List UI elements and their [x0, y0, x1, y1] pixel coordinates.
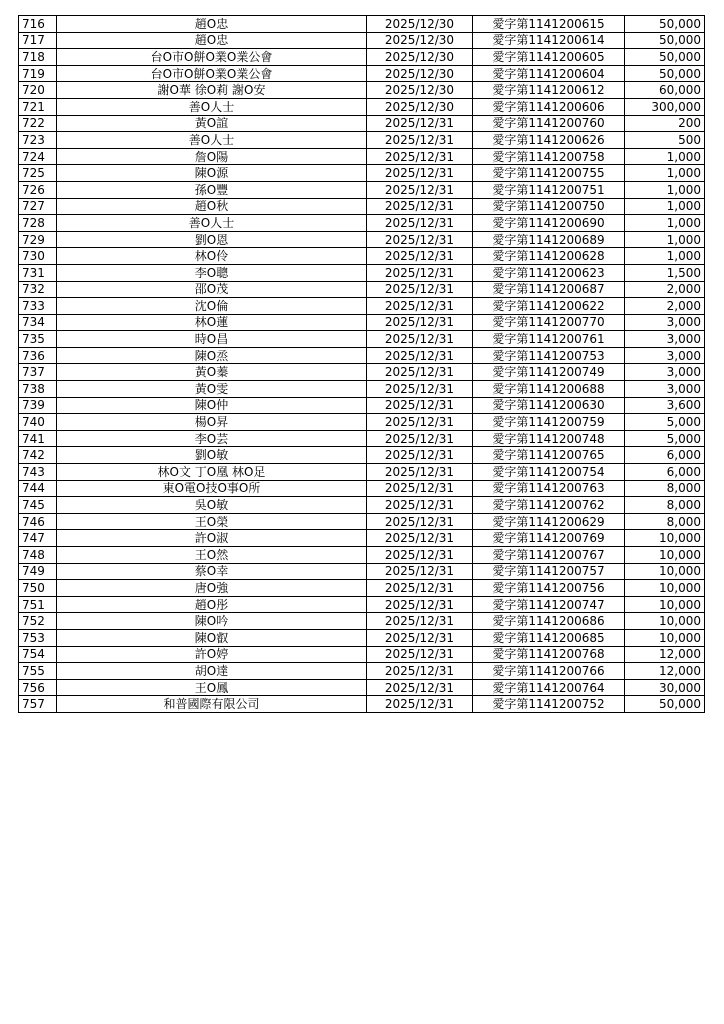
table-row — [19, 16, 705, 33]
table-row — [19, 696, 705, 713]
receipt-number: 愛字第1141200747 — [473, 596, 625, 613]
donor-name: 陳O叡 — [57, 629, 367, 646]
table-row — [19, 132, 705, 149]
table-row — [19, 364, 705, 381]
donor-name: 善O人士 — [57, 215, 367, 232]
donor-name: 劉O敏 — [57, 447, 367, 464]
receipt-number: 愛字第1141200765 — [473, 447, 625, 464]
donation-date: 2025/12/31 — [367, 132, 473, 149]
table-row — [19, 82, 705, 99]
receipt-number: 愛字第1141200748 — [473, 430, 625, 447]
donation-date: 2025/12/31 — [367, 165, 473, 182]
receipt-number: 愛字第1141200763 — [473, 480, 625, 497]
table-row — [19, 198, 705, 215]
donation-amount: 3,000 — [625, 347, 705, 364]
donor-name: 許O淑 — [57, 530, 367, 547]
row-number: 745 — [19, 497, 57, 514]
row-number: 736 — [19, 347, 57, 364]
receipt-number: 愛字第1141200754 — [473, 464, 625, 481]
donation-date: 2025/12/31 — [367, 215, 473, 232]
row-number: 722 — [19, 115, 57, 132]
row-number: 717 — [19, 32, 57, 49]
donor-name: 楊O昇 — [57, 414, 367, 431]
receipt-number: 愛字第1141200628 — [473, 248, 625, 265]
row-number: 731 — [19, 264, 57, 281]
receipt-number: 愛字第1141200615 — [473, 16, 625, 33]
row-number: 720 — [19, 82, 57, 99]
table-row — [19, 563, 705, 580]
donation-date: 2025/12/31 — [367, 679, 473, 696]
donation-date: 2025/12/31 — [367, 314, 473, 331]
donation-amount: 8,000 — [625, 497, 705, 514]
row-number: 753 — [19, 629, 57, 646]
donation-amount: 5,000 — [625, 430, 705, 447]
row-number: 740 — [19, 414, 57, 431]
table-row — [19, 32, 705, 49]
receipt-number: 愛字第1141200752 — [473, 696, 625, 713]
donor-name: 趙O忠 — [57, 16, 367, 33]
donation-amount: 5,000 — [625, 414, 705, 431]
receipt-number: 愛字第1141200753 — [473, 347, 625, 364]
row-number: 757 — [19, 696, 57, 713]
donation-date: 2025/12/31 — [367, 629, 473, 646]
donor-name: 東O電O技O事O所 — [57, 480, 367, 497]
row-number: 719 — [19, 65, 57, 82]
donation-date: 2025/12/31 — [367, 414, 473, 431]
receipt-number: 愛字第1141200614 — [473, 32, 625, 49]
donor-name: 李O聰 — [57, 264, 367, 281]
row-number: 744 — [19, 480, 57, 497]
receipt-number: 愛字第1141200686 — [473, 613, 625, 630]
donor-name: 蔡O幸 — [57, 563, 367, 580]
donor-name: 謝O華 徐O莉 謝O安 — [57, 82, 367, 99]
row-number: 737 — [19, 364, 57, 381]
table-row — [19, 281, 705, 298]
table-row — [19, 115, 705, 132]
donation-amount: 6,000 — [625, 447, 705, 464]
donation-amount: 12,000 — [625, 663, 705, 680]
receipt-number: 愛字第1141200751 — [473, 181, 625, 198]
donation-amount: 50,000 — [625, 16, 705, 33]
receipt-number: 愛字第1141200769 — [473, 530, 625, 547]
donor-name: 台O市O餅O業O業公會 — [57, 49, 367, 66]
receipt-number: 愛字第1141200687 — [473, 281, 625, 298]
donation-amount: 300,000 — [625, 98, 705, 115]
donation-amount: 10,000 — [625, 613, 705, 630]
donation-date: 2025/12/31 — [367, 331, 473, 348]
donation-date: 2025/12/31 — [367, 248, 473, 265]
donation-date: 2025/12/30 — [367, 65, 473, 82]
receipt-number: 愛字第1141200756 — [473, 580, 625, 597]
donation-amount: 2,000 — [625, 298, 705, 315]
row-number: 728 — [19, 215, 57, 232]
donor-name: 李O芸 — [57, 430, 367, 447]
receipt-number: 愛字第1141200690 — [473, 215, 625, 232]
table-row — [19, 646, 705, 663]
donor-name: 陳O源 — [57, 165, 367, 182]
row-number: 726 — [19, 181, 57, 198]
donation-date: 2025/12/31 — [367, 430, 473, 447]
table-row — [19, 613, 705, 630]
donation-date: 2025/12/31 — [367, 580, 473, 597]
donation-date: 2025/12/31 — [367, 231, 473, 248]
receipt-number: 愛字第1141200761 — [473, 331, 625, 348]
donor-name: 善O人士 — [57, 132, 367, 149]
donation-date: 2025/12/31 — [367, 198, 473, 215]
row-number: 747 — [19, 530, 57, 547]
receipt-number: 愛字第1141200626 — [473, 132, 625, 149]
donation-amount: 10,000 — [625, 596, 705, 613]
donor-name: 趙O秋 — [57, 198, 367, 215]
table-row — [19, 148, 705, 165]
donation-amount: 1,000 — [625, 198, 705, 215]
donation-amount: 500 — [625, 132, 705, 149]
donation-date: 2025/12/31 — [367, 381, 473, 398]
receipt-number: 愛字第1141200757 — [473, 563, 625, 580]
row-number: 735 — [19, 331, 57, 348]
donor-name: 黃O蓁 — [57, 364, 367, 381]
donor-name: 孫O豐 — [57, 181, 367, 198]
receipt-number: 愛字第1141200606 — [473, 98, 625, 115]
row-number: 743 — [19, 464, 57, 481]
donor-name: 吳O敏 — [57, 497, 367, 514]
row-number: 746 — [19, 513, 57, 530]
donation-amount: 3,000 — [625, 314, 705, 331]
table-row — [19, 298, 705, 315]
donation-amount: 60,000 — [625, 82, 705, 99]
donation-date: 2025/12/31 — [367, 547, 473, 564]
receipt-number: 愛字第1141200749 — [473, 364, 625, 381]
table-row — [19, 480, 705, 497]
table-row — [19, 547, 705, 564]
donation-amount: 50,000 — [625, 49, 705, 66]
donation-date: 2025/12/31 — [367, 464, 473, 481]
donation-amount: 2,000 — [625, 281, 705, 298]
donor-name: 黃O誼 — [57, 115, 367, 132]
table-row — [19, 231, 705, 248]
receipt-number: 愛字第1141200604 — [473, 65, 625, 82]
row-number: 751 — [19, 596, 57, 613]
receipt-number: 愛字第1141200688 — [473, 381, 625, 398]
donor-name: 台O市O餅O業O業公會 — [57, 65, 367, 82]
table-row — [19, 65, 705, 82]
donation-date: 2025/12/30 — [367, 16, 473, 33]
donation-amount: 1,000 — [625, 165, 705, 182]
donation-date: 2025/12/31 — [367, 447, 473, 464]
donation-amount: 3,000 — [625, 381, 705, 398]
row-number: 755 — [19, 663, 57, 680]
donor-name: 陳O吟 — [57, 613, 367, 630]
receipt-number: 愛字第1141200629 — [473, 513, 625, 530]
donation-amount: 1,000 — [625, 181, 705, 198]
receipt-number: 愛字第1141200689 — [473, 231, 625, 248]
table-row — [19, 414, 705, 431]
receipt-number: 愛字第1141200767 — [473, 547, 625, 564]
donation-amount: 10,000 — [625, 530, 705, 547]
receipt-number: 愛字第1141200758 — [473, 148, 625, 165]
donation-date: 2025/12/30 — [367, 82, 473, 99]
table-row — [19, 679, 705, 696]
donation-amount: 10,000 — [625, 547, 705, 564]
donation-date: 2025/12/31 — [367, 281, 473, 298]
table-row — [19, 181, 705, 198]
row-number: 754 — [19, 646, 57, 663]
donation-amount: 3,600 — [625, 397, 705, 414]
row-number: 752 — [19, 613, 57, 630]
donor-name: 邵O茂 — [57, 281, 367, 298]
donation-amount: 1,000 — [625, 248, 705, 265]
donation-date: 2025/12/31 — [367, 364, 473, 381]
donor-name: 沈O倫 — [57, 298, 367, 315]
row-number: 742 — [19, 447, 57, 464]
donation-amount: 1,000 — [625, 231, 705, 248]
donation-date: 2025/12/31 — [367, 696, 473, 713]
donation-amount: 3,000 — [625, 364, 705, 381]
receipt-number: 愛字第1141200766 — [473, 663, 625, 680]
donation-amount: 8,000 — [625, 513, 705, 530]
row-number: 725 — [19, 165, 57, 182]
table-row — [19, 596, 705, 613]
donation-amount: 1,000 — [625, 215, 705, 232]
donor-name: 陳O仲 — [57, 397, 367, 414]
row-number: 723 — [19, 132, 57, 149]
donation-date: 2025/12/31 — [367, 480, 473, 497]
donation-amount: 1,000 — [625, 148, 705, 165]
row-number: 732 — [19, 281, 57, 298]
donor-name: 時O昌 — [57, 331, 367, 348]
donor-name: 林O文 丁O凰 林O足 — [57, 464, 367, 481]
donation-amount: 30,000 — [625, 679, 705, 696]
donation-date: 2025/12/31 — [367, 613, 473, 630]
donation-amount: 50,000 — [625, 32, 705, 49]
table-row — [19, 397, 705, 414]
donation-amount: 50,000 — [625, 65, 705, 82]
donation-date: 2025/12/31 — [367, 497, 473, 514]
table-row — [19, 165, 705, 182]
donation-date: 2025/12/31 — [367, 347, 473, 364]
table-row — [19, 497, 705, 514]
table-row — [19, 580, 705, 597]
table-row — [19, 98, 705, 115]
row-number: 756 — [19, 679, 57, 696]
donation-date: 2025/12/31 — [367, 115, 473, 132]
donation-amount: 10,000 — [625, 563, 705, 580]
row-number: 729 — [19, 231, 57, 248]
donor-name: 王O鳳 — [57, 679, 367, 696]
donation-amount: 6,000 — [625, 464, 705, 481]
donation-date: 2025/12/31 — [367, 181, 473, 198]
donation-amount: 8,000 — [625, 480, 705, 497]
receipt-number: 愛字第1141200623 — [473, 264, 625, 281]
donor-name: 趙O忠 — [57, 32, 367, 49]
table-row — [19, 347, 705, 364]
receipt-number: 愛字第1141200768 — [473, 646, 625, 663]
donation-date: 2025/12/31 — [367, 397, 473, 414]
donor-name: 和普國際有限公司 — [57, 696, 367, 713]
table-row — [19, 264, 705, 281]
table-row — [19, 530, 705, 547]
donation-date: 2025/12/31 — [367, 596, 473, 613]
row-number: 724 — [19, 148, 57, 165]
row-number: 739 — [19, 397, 57, 414]
receipt-number: 愛字第1141200770 — [473, 314, 625, 331]
receipt-number: 愛字第1141200762 — [473, 497, 625, 514]
donation-date: 2025/12/30 — [367, 98, 473, 115]
table-row — [19, 663, 705, 680]
receipt-number: 愛字第1141200622 — [473, 298, 625, 315]
donor-name: 林O蓮 — [57, 314, 367, 331]
receipt-number: 愛字第1141200760 — [473, 115, 625, 132]
donor-name: 劉O恩 — [57, 231, 367, 248]
table-row — [19, 331, 705, 348]
donor-name: 黃O雯 — [57, 381, 367, 398]
donation-amount: 10,000 — [625, 580, 705, 597]
table-row — [19, 447, 705, 464]
receipt-number: 愛字第1141200612 — [473, 82, 625, 99]
donation-amount: 50,000 — [625, 696, 705, 713]
donation-date: 2025/12/31 — [367, 264, 473, 281]
donor-name: 陳O烝 — [57, 347, 367, 364]
table-row — [19, 49, 705, 66]
row-number: 721 — [19, 98, 57, 115]
donation-amount: 200 — [625, 115, 705, 132]
donor-name: 唐O強 — [57, 580, 367, 597]
donation-date: 2025/12/31 — [367, 530, 473, 547]
row-number: 748 — [19, 547, 57, 564]
donation-date: 2025/12/31 — [367, 663, 473, 680]
receipt-number: 愛字第1141200685 — [473, 629, 625, 646]
donation-date: 2025/12/31 — [367, 563, 473, 580]
donor-name: 許O婷 — [57, 646, 367, 663]
table-row — [19, 215, 705, 232]
table-row — [19, 513, 705, 530]
donation-table — [18, 15, 705, 713]
row-number: 750 — [19, 580, 57, 597]
donor-name: 王O然 — [57, 547, 367, 564]
donation-amount: 12,000 — [625, 646, 705, 663]
table-row — [19, 629, 705, 646]
receipt-number: 愛字第1141200759 — [473, 414, 625, 431]
row-number: 749 — [19, 563, 57, 580]
donation-amount: 10,000 — [625, 629, 705, 646]
receipt-number: 愛字第1141200605 — [473, 49, 625, 66]
donation-amount: 1,500 — [625, 264, 705, 281]
table-row — [19, 430, 705, 447]
row-number: 741 — [19, 430, 57, 447]
receipt-number: 愛字第1141200750 — [473, 198, 625, 215]
row-number: 734 — [19, 314, 57, 331]
receipt-number: 愛字第1141200755 — [473, 165, 625, 182]
receipt-number: 愛字第1141200764 — [473, 679, 625, 696]
donation-table-body — [19, 16, 705, 713]
table-row — [19, 314, 705, 331]
row-number: 727 — [19, 198, 57, 215]
donor-name: 善O人士 — [57, 98, 367, 115]
row-number: 730 — [19, 248, 57, 265]
donor-name: 王O榮 — [57, 513, 367, 530]
row-number: 718 — [19, 49, 57, 66]
row-number: 738 — [19, 381, 57, 398]
donation-amount: 3,000 — [625, 331, 705, 348]
donation-date: 2025/12/31 — [367, 148, 473, 165]
donor-name: 詹O陽 — [57, 148, 367, 165]
table-row — [19, 381, 705, 398]
donor-name: 胡O達 — [57, 663, 367, 680]
donation-date: 2025/12/31 — [367, 298, 473, 315]
receipt-number: 愛字第1141200630 — [473, 397, 625, 414]
donation-date: 2025/12/31 — [367, 646, 473, 663]
table-row — [19, 248, 705, 265]
row-number: 733 — [19, 298, 57, 315]
donation-date: 2025/12/30 — [367, 49, 473, 66]
donation-date: 2025/12/31 — [367, 513, 473, 530]
table-row — [19, 464, 705, 481]
donor-name: 林O伶 — [57, 248, 367, 265]
donor-name: 趙O彤 — [57, 596, 367, 613]
donation-date: 2025/12/30 — [367, 32, 473, 49]
row-number: 716 — [19, 16, 57, 33]
